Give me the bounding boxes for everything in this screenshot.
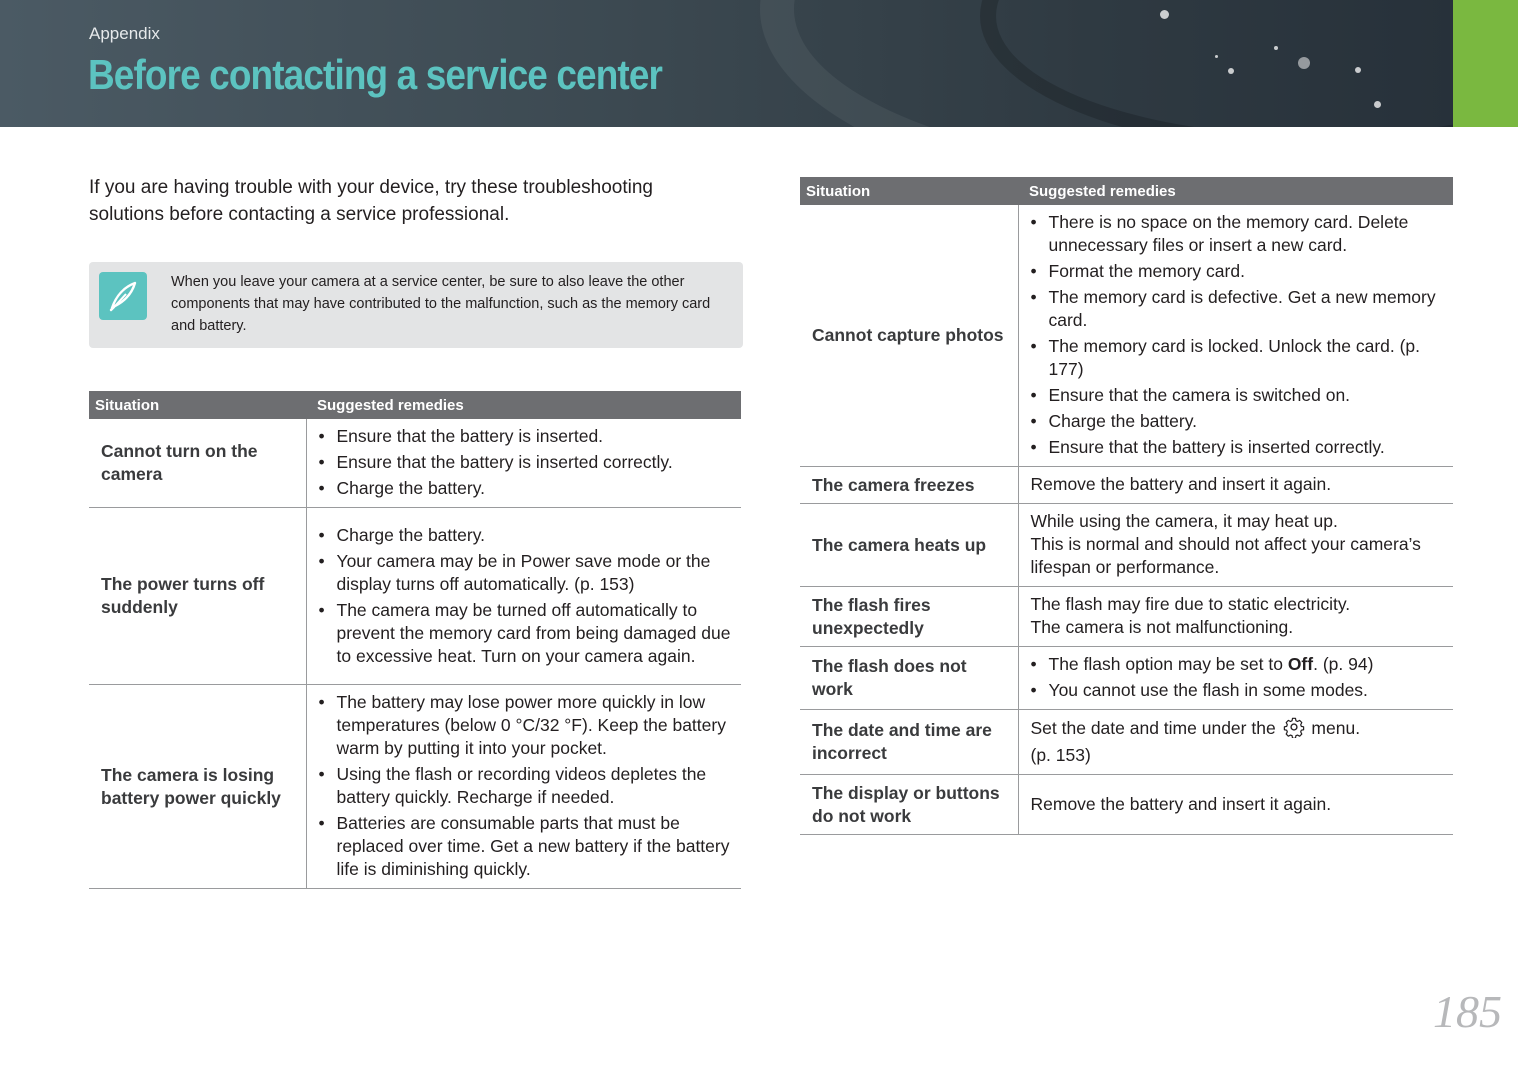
page-title: Before contacting a service center	[88, 51, 663, 98]
table-row	[89, 419, 741, 508]
remedy-cell	[306, 685, 741, 889]
table-row	[800, 467, 1453, 504]
table-row	[800, 504, 1453, 587]
column-header-remedies: Suggested remedies	[306, 391, 741, 419]
table-row	[800, 775, 1453, 835]
remedy-text: Remove the battery and insert it again.	[1030, 793, 1332, 814]
note-box	[89, 262, 743, 348]
remedy-item: • There is no space on the memory card. Delete unnecessary files or insert a new card.	[1031, 211, 1444, 257]
section-label: Appendix	[89, 24, 160, 43]
situation-cell: The flash fires unexpectedly	[800, 587, 1018, 647]
remedy-text: While using the camera, it may heat up.	[1030, 511, 1338, 531]
banner-sparkle	[1160, 10, 1169, 19]
table-row	[89, 685, 741, 889]
remedy-text: The flash may fire due to static electricity.	[1030, 594, 1351, 614]
gear-icon	[1283, 716, 1305, 744]
remedy-cell	[306, 508, 741, 685]
table-header-row	[800, 177, 1453, 205]
banner-sparkle	[1298, 57, 1310, 69]
situation-cell: The camera heats up	[800, 504, 1018, 587]
remedy-item: • You cannot use the flash in some modes.	[1031, 679, 1444, 702]
banner-sparkle	[1228, 68, 1234, 74]
remedy-item: • Charge the battery.	[319, 524, 732, 547]
remedy-text: The camera is not malfunctioning.	[1030, 617, 1294, 637]
troubleshooting-table-right	[800, 177, 1453, 835]
remedy-item: • Ensure that the battery is inserted correctly.	[1031, 436, 1444, 459]
remedy-cell	[306, 419, 741, 508]
remedy-text: This is normal and should not affect your camera’s lifespan or performance.	[1030, 534, 1421, 577]
remedy-cell	[1018, 467, 1453, 504]
remedy-item: • Ensure that the camera is switched on.	[1031, 384, 1444, 407]
remedy-cell	[1018, 647, 1453, 710]
situation-cell: The display or buttons do not work	[800, 775, 1018, 835]
situation-cell: The power turns off suddenly	[89, 508, 306, 685]
situation-cell: The flash does not work	[800, 647, 1018, 710]
remedy-cell	[1018, 710, 1453, 775]
situation-cell: The date and time are incorrect	[800, 710, 1018, 775]
remedy-item: • Charge the battery.	[319, 477, 732, 500]
remedy-item: • Format the memory card.	[1031, 260, 1444, 283]
remedy-item: • Your camera may be in Power save mode or the display turns off automatically. (p. 153)	[319, 550, 732, 596]
remedy-item: • The camera may be turned off automatically to prevent the memory card from being damaged due to excessive heat. Turn on your camera again.	[319, 599, 732, 668]
situation-cell: Cannot turn on the camera	[89, 419, 306, 508]
remedy-item: • Ensure that the battery is inserted.	[319, 425, 732, 448]
remedy-item	[1031, 653, 1444, 676]
remedy-item: • The memory card is locked. Unlock the card. (p. 177)	[1031, 335, 1444, 381]
remedy-item: • Ensure that the battery is inserted correctly.	[319, 451, 732, 474]
remedy-cell	[1018, 504, 1453, 587]
column-header-remedies: Suggested remedies	[1018, 177, 1453, 205]
remedy-text: Set the date and time under the	[1030, 718, 1276, 738]
remedy-item: • The battery may lose power more quickly in low temperatures (below 0 °C/32 °F). Keep the battery warm by putting it into your pocket.	[319, 691, 732, 760]
remedy-text: . (p. 94)	[1313, 654, 1374, 674]
remedy-text: Remove the battery and insert it again.	[1030, 474, 1332, 494]
banner-sparkle	[1215, 55, 1218, 58]
page-number: 185	[1433, 986, 1502, 1037]
note-text: When you leave your camera at a service center, be sure to also leave the other components that may have contributed to the malfunction, such as the memory card and battery.	[171, 274, 711, 334]
table-row	[800, 710, 1453, 775]
column-header-situation: Situation	[800, 177, 1018, 205]
banner-sparkle	[1374, 101, 1381, 108]
table-row	[800, 205, 1453, 467]
table-header-row	[89, 391, 741, 419]
troubleshooting-table-left	[89, 391, 741, 889]
remedy-item: • Batteries are consumable parts that must be replaced over time. Get a new battery if the battery life is diminishing quickly.	[319, 812, 732, 881]
remedy-cell	[1018, 587, 1453, 647]
remedy-text	[1031, 716, 1444, 744]
banner-sparkle	[1274, 46, 1278, 50]
remedy-cell	[1018, 775, 1453, 835]
situation-cell: The camera is losing battery power quickly	[89, 685, 306, 889]
situation-cell: The camera freezes	[800, 467, 1018, 504]
intro-paragraph: If you are having trouble with your device, try these troubleshooting solutions before contacting a service professional.	[89, 177, 653, 225]
table-row	[800, 587, 1453, 647]
flash-off-setting: Off	[1287, 654, 1314, 674]
remedy-item: • The memory card is defective. Get a new memory card.	[1031, 286, 1444, 332]
section-tab	[1453, 0, 1518, 127]
situation-cell: Cannot capture photos	[800, 205, 1018, 467]
remedy-text: menu.	[1311, 718, 1361, 738]
page-reference: (p. 153)	[1030, 745, 1091, 765]
column-header-situation: Situation	[89, 391, 306, 419]
remedy-item: • Using the flash or recording videos depletes the battery quickly. Recharge if needed.	[319, 763, 732, 809]
pen-note-icon	[99, 272, 147, 320]
banner-sparkle	[1355, 67, 1361, 73]
remedy-text: The flash option may be set to	[1048, 654, 1288, 674]
remedy-cell	[1018, 205, 1453, 467]
table-row	[89, 508, 741, 685]
table-row	[800, 647, 1453, 710]
remedy-item: • Charge the battery.	[1031, 410, 1444, 433]
